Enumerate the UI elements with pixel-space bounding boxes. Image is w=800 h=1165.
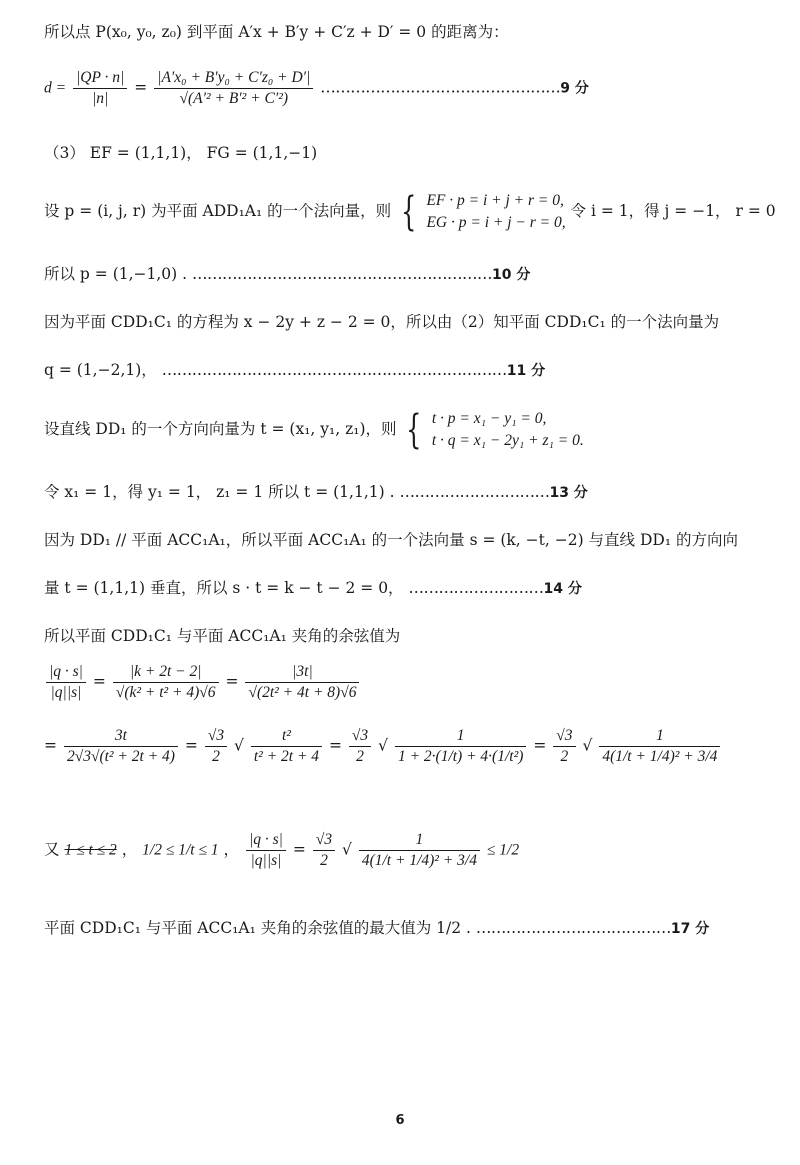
vector-p-result: 所以 p = (1,−1,0) . ……………………………………………………10 分 — [44, 265, 531, 283]
cosine-formula-step2: = $\frac{3t}{\text{2√3√(t² + 2t + 4)}}$ = $\frac{√3}{2}$ √ $\frac{\text{t²}}{\text{t² + 2t + 4}}$ = $\frac{√3}{2}$ √ $\frac{1}{\text{1 + 2·(1/t) + 4·(1/t²)}}$ = $\frac{√3}{2}$ √ $\frac{1}{\text{4(1/t + 1/4)² + 3/4}}$ — [44, 726, 722, 786]
part3-vectors: （3） EF = (1,1,1)， FG = (1,1,−1) — [44, 144, 318, 162]
cosine-formula-step1: $\frac{|q \cdot s|}{|q||s|}$ = $\frac{|k + 2t - 2|}{\text{√(k² + t² + 4)√6}}$ = $\frac{|3t|}{\text{√(2t² + 4t + 8)√6}}$ — [44, 662, 361, 710]
score-17: 17 分 — [670, 921, 710, 937]
score-11: 11 分 — [506, 363, 546, 379]
page-number: 6 — [395, 1113, 405, 1128]
score-13: 13 分 — [549, 485, 588, 501]
direction-vector-setup: 设直线 DD₁ 的一个方向向量为 t = (x₁, y₁, z₁)，则 { t · p = x₁ − y₁ = 0, t · q = x₁ − 2y₁ + z₁ = 0. — [44, 407, 584, 453]
equation-system-p: EF · p = i + j + r = 0, EG · p = i + j − r = 0, — [426, 192, 566, 231]
cosine-intro: 所以平面 CDD₁C₁ 与平面 ACC₁A₁ 夹角的余弦值为 — [44, 627, 401, 645]
plane-cdd1c1-equation: 因为平面 CDD₁C₁ 的方程为 x − 2y + z − 2 = 0，所以由（2）知平面 CDD₁C₁ 的一个法向量为 — [44, 313, 720, 331]
crossed-out-expression: 1 ≤ t ≤ 2 — [64, 841, 117, 859]
perpendicular-condition: 量 t = (1,1,1) 垂直，所以 s · t = k − t − 2 = 0， ………………………14 分 — [44, 579, 582, 597]
score-9: 9 分 — [560, 80, 589, 97]
fraction-qp-n: $\frac{|QP \cdot n|}{|n|}$ — [73, 68, 127, 109]
fraction-plane-distance: $\frac{\text{|A′x₀ + B′y₀ + C′z₀ + D′|}}{\text{√(A′² + B′² + C′²)}}$ — [154, 68, 313, 109]
vector-q-result: q = (1,−2,1)， ……………………………………………………………11 分 — [44, 361, 546, 379]
equation-system-t: t · p = x₁ − y₁ = 0, t · q = x₁ − 2y₁ + z₁ = 0. — [431, 410, 584, 449]
distance-formula: d = $\frac{|QP \cdot n|}{|n|}$ = $\frac{\text{|A′x₀ + B′y₀ + C′z₀ + D′|}}{\text{√(A′² + B′² + C′²)}}$ …………………………………………9 分 — [44, 69, 589, 107]
vector-t-result: 令 x₁ = 1，得 y₁ = 1， z₁ = 1 所以 t = (1,1,1) . …………………………13 分 — [44, 483, 588, 501]
range-bound-step: 又 1 ≤ t ≤ 2 ， 1/2 ≤ 1/t ≤ 1 ， $\frac{|q \cdot s|}{|q||s|}$ = $\frac{√3}{2}$ √ $\frac{1}{\text{4(1/t + 1/4)² + 3/4}}$ ≤ 1/2 — [44, 831, 520, 869]
score-10: 10 分 — [492, 267, 531, 283]
distance-intro: 所以点 P(x₀, y₀, z₀) 到平面 A′x + B′y + C′z + D′ = 0 的距离为： — [44, 23, 509, 41]
max-cosine-conclusion: 平面 CDD₁C₁ 与平面 ACC₁A₁ 夹角的余弦值的最大值为 1/2 . …………………………………17 分 — [44, 919, 710, 937]
normal-vector-p-setup: 设 p = (i, j, r) 为平面 ADD₁A₁ 的一个法向量，则 { EF · p = i + j + r = 0, EG · p = i + j − r = 0, 令 i = 1，得 j = −1， r = 0 — [44, 189, 776, 235]
parallel-condition: 因为 DD₁ // 平面 ACC₁A₁，所以平面 ACC₁A₁ 的一个法向量 s = (k, −t, −2) 与直线 DD₁ 的方向向 — [44, 531, 738, 549]
score-14: 14 分 — [543, 581, 582, 597]
